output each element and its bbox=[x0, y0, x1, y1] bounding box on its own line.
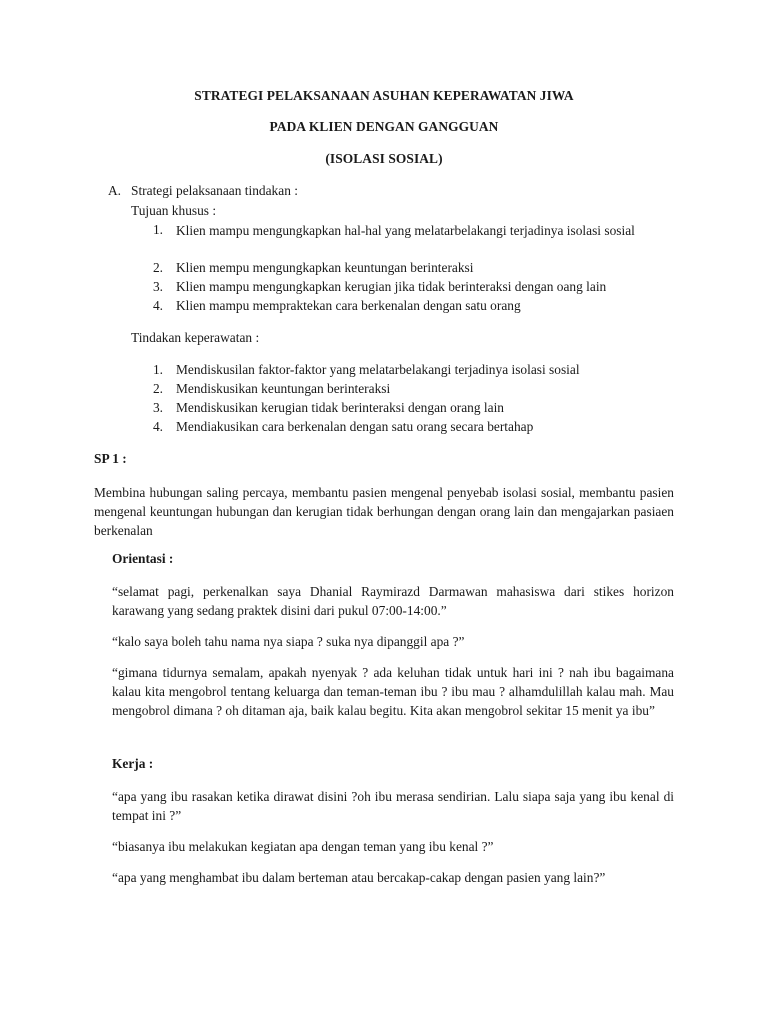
tujuan-item-1-text: Klien mampu mengungkapkan hal-hal yang melatarbelakangi terjadinya isolasi sosial bbox=[176, 223, 635, 238]
tujuan-item-4-num: 4. bbox=[152, 298, 163, 313]
orientasi-paragraph-3: “gimana tidurnya semalam, apakah nyenyak ? ada keluhan tidak untuk hari ini ? nah ibu bagaimana kalau kita mengobrol tentang keluarga dan teman-teman ibu ? ibu mau ? alhamdulillah kalau mah. Mau mengobrol dimana ? oh ditaman aja, baik kalau begitu. Kita akan mengobrol sekitar 15 menit ya ibu” bbox=[112, 665, 674, 718]
tindakan-item-4-text: Mendiakusikan cara berkenalan dengan satu orang secara bertahap bbox=[176, 419, 534, 434]
kerja-paragraph-2: “biasanya ibu melakukan kegiatan apa dengan teman yang ibu kenal ?” bbox=[112, 839, 494, 854]
orientasi-heading: Orientasi : bbox=[112, 551, 174, 566]
title-line-2: PADA KLIEN DENGAN GANGGUAN bbox=[269, 119, 499, 134]
tindakan-keperawatan-label: Tindakan keperawatan : bbox=[131, 330, 260, 345]
tindakan-item-1-num: 1. bbox=[152, 362, 163, 377]
title-line-1: STRATEGI PELAKSANAAN ASUHAN KEPERAWATAN JIWA bbox=[194, 88, 574, 103]
tujuan-item-3-num: 3. bbox=[152, 279, 163, 294]
tindakan-item-2-text: Mendiskusikan keuntungan berinteraksi bbox=[176, 381, 391, 396]
tujuan-item-2-num: 2. bbox=[152, 260, 163, 275]
tujuan-item-4-text: Klien mampu mempraktekan cara berkenalan dengan satu orang bbox=[176, 298, 521, 313]
title-line-3: (ISOLASI SOSIAL) bbox=[325, 151, 443, 166]
tindakan-item-3-num: 3. bbox=[152, 400, 163, 415]
sp1-heading: SP 1 : bbox=[94, 451, 127, 466]
orientasi-paragraph-2: “kalo saya boleh tahu nama nya siapa ? suka nya dipanggil apa ?” bbox=[112, 634, 465, 649]
tujuan-item-1-num: 1. bbox=[152, 222, 163, 237]
section-a-marker: A. bbox=[108, 183, 122, 198]
tindakan-item-4-num: 4. bbox=[152, 419, 163, 434]
tindakan-item-3-text: Mendiskusikan kerugian tidak berinteraksi dengan orang lain bbox=[176, 400, 504, 415]
kerja-heading: Kerja : bbox=[112, 756, 154, 771]
kerja-paragraph-1: “apa yang ibu rasakan ketika dirawat disini ?oh ibu merasa sendirian. Lalu siapa saja yang ibu kenal di tempat ini ?” bbox=[112, 789, 674, 823]
tujuan-item-2-text: Klien mempu mengungkapkan keuntungan berinteraksi bbox=[176, 260, 474, 275]
tindakan-item-1-text: Mendiskusilan faktor-faktor yang melatarbelakangi terjadinya isolasi sosial bbox=[176, 362, 580, 377]
tujuan-khusus-label: Tujuan khusus : bbox=[131, 203, 217, 218]
section-a-heading: Strategi pelaksanaan tindakan : bbox=[131, 183, 298, 198]
orientasi-paragraph-1: “selamat pagi, perkenalkan saya Dhanial Raymirazd Darmawan mahasiswa dari stikes horizon karawang yang sedang praktek disini dari pukul 07:00-14:00.” bbox=[112, 584, 674, 618]
tujuan-item-3-text: Klien mampu mengungkapkan kerugian jika tidak berinteraksi dengan oang lain bbox=[176, 279, 607, 294]
tindakan-item-2-num: 2. bbox=[152, 381, 163, 396]
kerja-paragraph-3: “apa yang menghambat ibu dalam berteman atau bercakap-cakap dengan pasien yang lain?” bbox=[112, 870, 606, 885]
sp1-intro-paragraph: Membina hubungan saling percaya, membantu pasien mengenal penyebab isolasi sosial, membantu pasien mengenal keuntungan hubungan dan kerugian tidak berhungan dengan orang lain dan mengajarkan pasiaen berkenalan bbox=[94, 485, 674, 538]
